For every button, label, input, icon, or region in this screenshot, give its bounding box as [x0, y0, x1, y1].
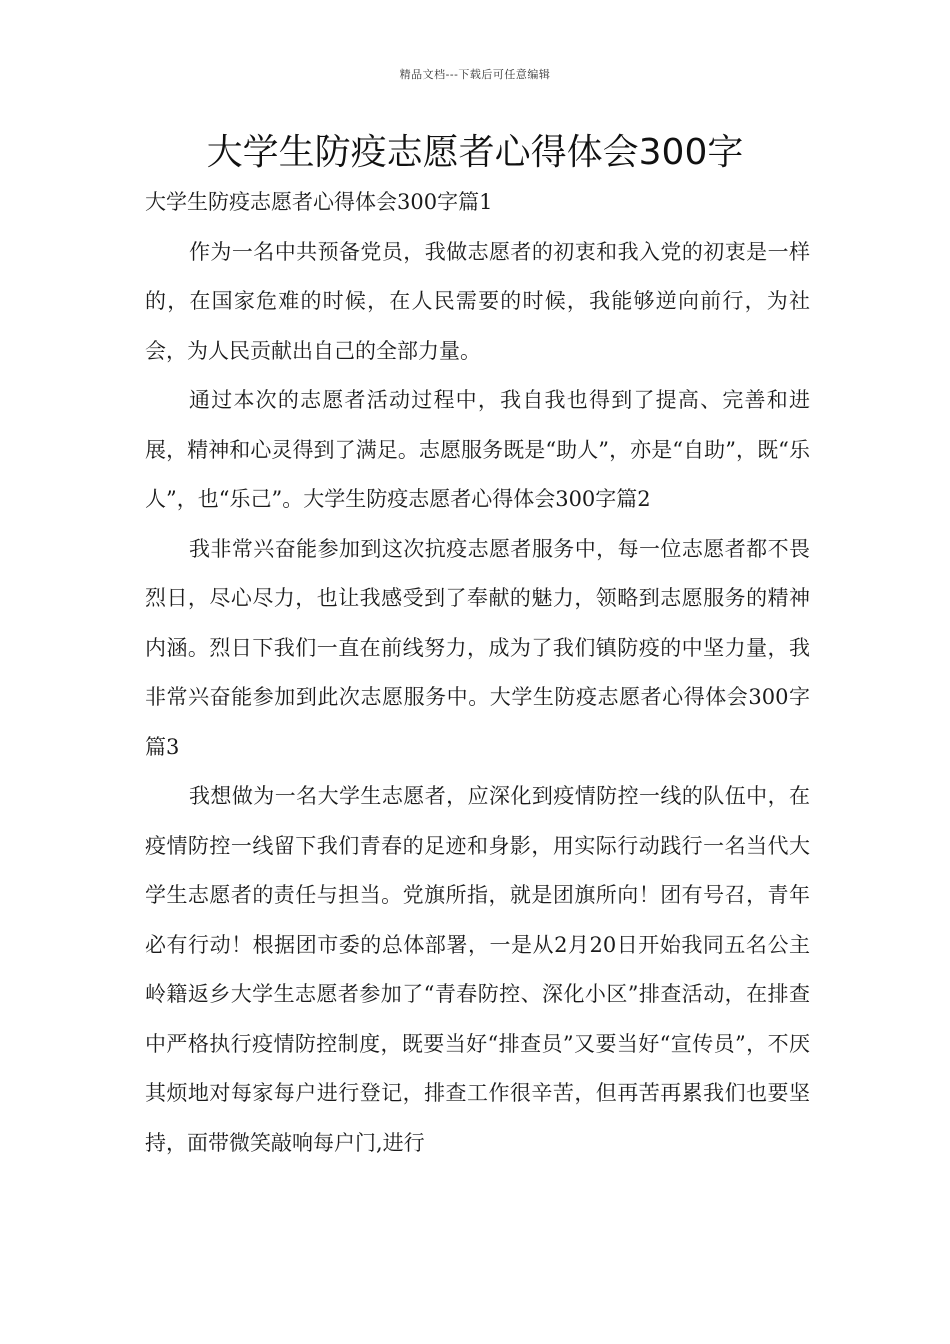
- document-title: 大学生防疫志愿者心得体会300字: [206, 132, 744, 173]
- paragraph-3: 我非常兴奋能参加到这次抗疫志愿者服务中，每一位志愿者都不畏烈日，尽心尽力，也让我感受到了奉献的魅力，领略到志愿服务的精神内涵。烈日下我们一直在前线努力，成为了我们镇防疫的中坚力量，我非常兴奋能参加到此次志愿服务中。大学生防疫志愿者心得体会300字篇3: [145, 536, 810, 759]
- section-heading-1: 大学生防疫志愿者心得体会300字篇1: [145, 190, 493, 214]
- paragraph-2: 通过本次的志愿者活动过程中，我自我也得到了提高、完善和进展，精神和心灵得到了满足。志愿服务既是“助人”，亦是“自助”，既“乐人”，也“乐己”。大学生防疫志愿者心得体会300字篇2: [145, 388, 810, 511]
- paragraph-1: 作为一名中共预备党员，我做志愿者的初衷和我入党的初衷是一样的，在国家危难的时候，在人民需要的时候，我能够逆向前行，为社会，为人民贡献出自己的全部力量。: [145, 239, 810, 363]
- document-body: [145, 178, 810, 1168]
- paragraph-4: 我想做为一名大学生志愿者，应深化到疫情防控一线的队伍中，在疫情防控一线留下我们青春的足迹和身影，用实际行动践行一名当代大学生志愿者的责任与担当。党旗所指，就是团旗所向！团有号召，青年必有行动！根据团市委的总体部署，一是从2月20日开始我同五名公主岭籍返乡大学生志愿者参加了“青春防控、深化小区”排查活动，在排查中严格执行疫情防控制度，既要当好“排查员”又要当好“宣传员”，不厌其烦地对每家每户进行登记，排查工作很辛苦，但再苦再累我们也要坚持，面带微笑敲响每户门,进行: [145, 784, 810, 1155]
- header-note: 精品文档---下载后可任意编辑: [399, 68, 551, 81]
